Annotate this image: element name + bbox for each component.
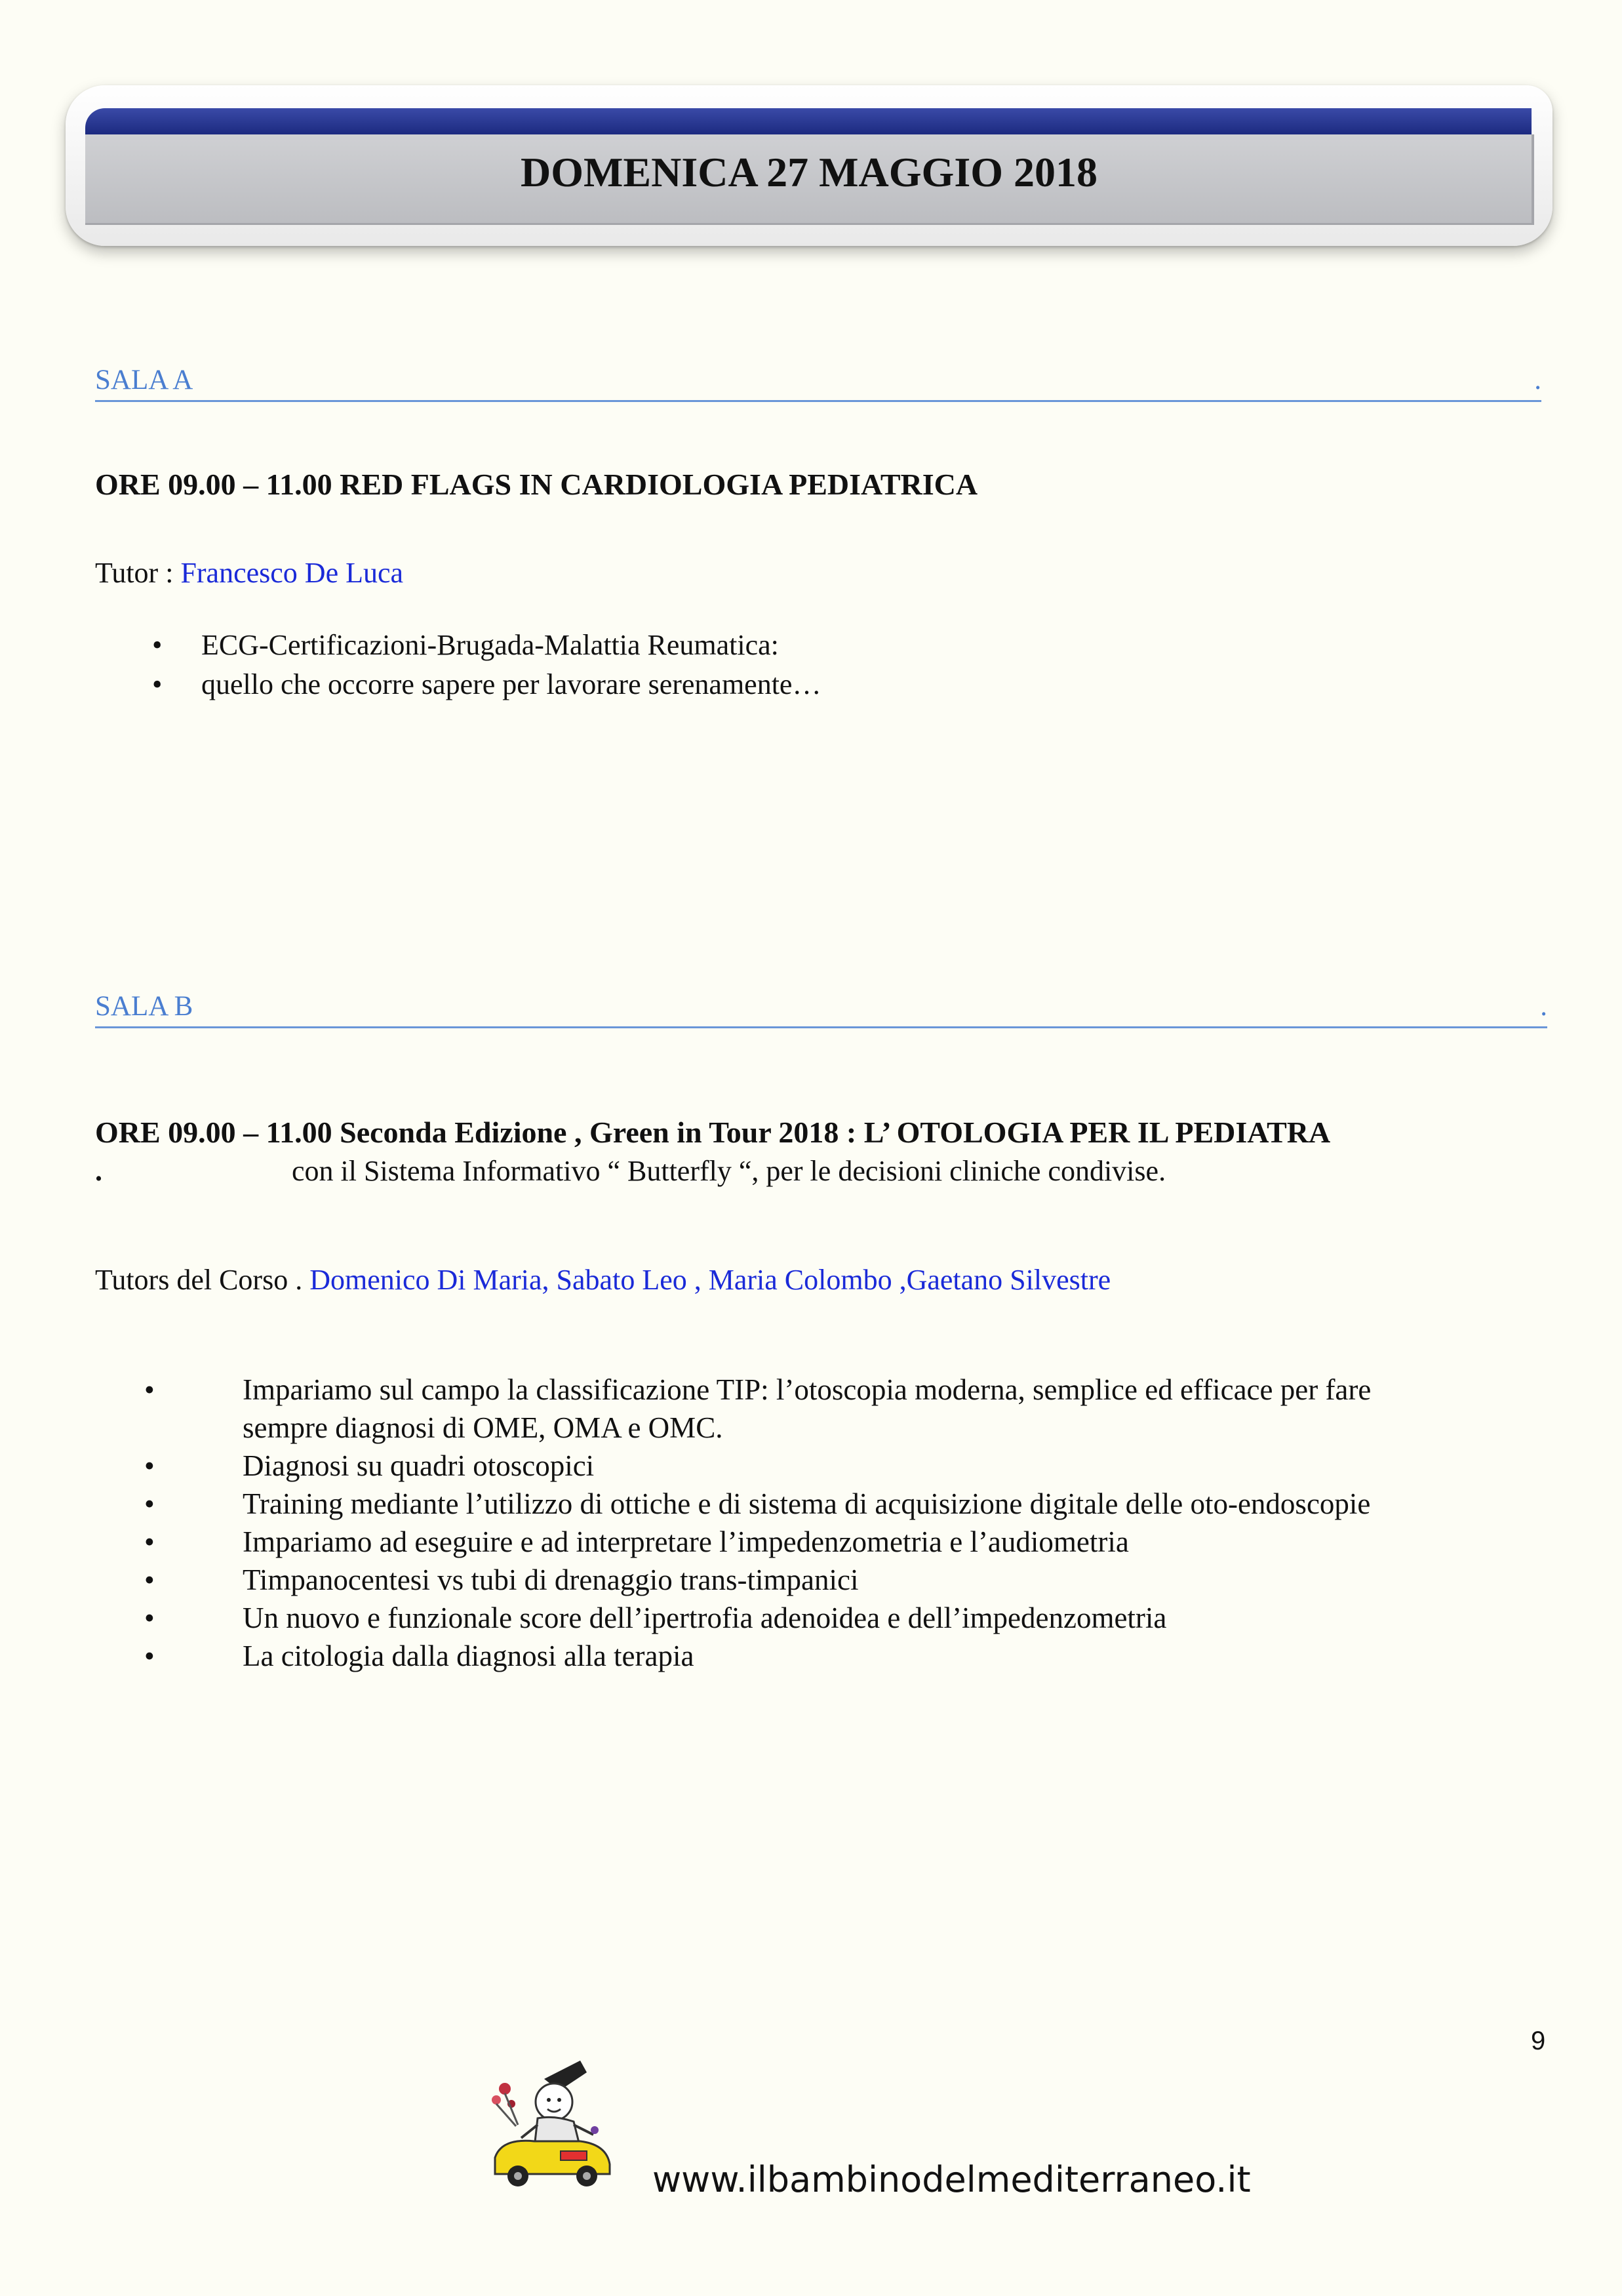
sala-a-bullet-text: ECG-Certificazioni-Brugada-Malattia Reumatica: xyxy=(201,629,779,661)
tutor-label: Tutor : xyxy=(95,557,181,589)
bullet-icon: • xyxy=(144,1601,155,1634)
sala-a-bullet xyxy=(152,628,779,662)
list-item xyxy=(144,1485,1371,1523)
sala-b-label xyxy=(95,990,1547,1028)
bullet-icon: • xyxy=(144,1373,155,1406)
list-item xyxy=(144,1637,1371,1675)
list-item-text: Impariamo sul campo la classificazione TIP: l’otoscopia moderna, semplice ed efficace per fare xyxy=(243,1373,1372,1406)
bullet-icon: • xyxy=(144,1449,155,1482)
list-item xyxy=(144,1561,1371,1599)
list-item-text: Timpanocentesi vs tubi di drenaggio trans-timpanici xyxy=(243,1563,859,1596)
list-item xyxy=(144,1523,1371,1561)
sala-b-tutors xyxy=(95,1263,1111,1297)
list-item xyxy=(144,1371,1371,1409)
sala-a-text: SALA A xyxy=(95,365,193,395)
list-item-text: Diagnosi su quadri otoscopici xyxy=(243,1449,595,1482)
list-item xyxy=(144,1447,1371,1485)
child-on-yellow-car-logo-icon xyxy=(482,2053,620,2190)
sala-b-bullet-list xyxy=(144,1371,1371,1675)
bullet-icon: • xyxy=(144,1640,155,1672)
list-item-continuation xyxy=(144,1409,1371,1447)
tutors-label: Tutors del Corso . xyxy=(95,1264,310,1296)
tutor-name: Francesco De Luca xyxy=(180,557,404,589)
tutors-names: Domenico Di Maria, Sabato Leo , Maria Colombo ,Gaetano Silvestre xyxy=(309,1264,1111,1296)
list-item xyxy=(144,1599,1371,1637)
sala-b-subline: con il Sistema Informativo “ Butterfly “, per le decisioni cliniche condivise. xyxy=(292,1155,1166,1187)
header-banner xyxy=(66,85,1553,246)
bullet-icon: • xyxy=(144,1487,155,1520)
sala-a-dot: . xyxy=(1534,365,1541,395)
bullet-icon: • xyxy=(144,1563,155,1596)
page-title: DOMENICA 27 MAGGIO 2018 xyxy=(521,149,1098,195)
sala-a-bullet-text: quello che occorre sapere per lavorare serenamente… xyxy=(201,668,821,700)
sala-a-heading: ORE 09.00 – 11.00 RED FLAGS IN CARDIOLOGIA PEDIATRICA xyxy=(95,468,978,501)
sala-a-label xyxy=(95,364,1541,402)
list-item-text: Training mediante l’utilizzo di ottiche e di sistema di acquisizione digitale delle oto-endoscopie xyxy=(243,1487,1371,1520)
page-number: 9 xyxy=(1531,2026,1546,2055)
sala-a-bullet xyxy=(152,668,821,701)
list-item-text: Un nuovo e funzionale score dell’ipertrofia adenoidea e dell’impedenzometria xyxy=(243,1601,1167,1634)
sala-b-subline-dot: . xyxy=(95,1155,102,1187)
list-item-text: Impariamo ad eseguire e ad interpretare l’impedenzometria e l’audiometria xyxy=(243,1525,1129,1558)
bullet-icon: • xyxy=(144,1525,155,1558)
sala-a-tutor xyxy=(95,556,403,590)
sala-b-text: SALA B xyxy=(95,991,193,1022)
website-url: www.ilbambinodelmediterraneo.it xyxy=(652,2159,1251,2200)
banner-blue-stripe xyxy=(85,108,1532,134)
sala-b-heading: ORE 09.00 – 11.00 Seconda Edizione , Green in Tour 2018 : L’ OTOLOGIA PER IL PEDIATRA xyxy=(95,1116,1331,1149)
sala-b-dot: . xyxy=(1540,991,1547,1022)
bullet-icon: • xyxy=(152,668,163,700)
list-item-text: sempre diagnosi di OME, OMA e OMC. xyxy=(243,1411,723,1444)
list-item-text: La citologia dalla diagnosi alla terapia xyxy=(243,1640,694,1672)
bullet-icon: • xyxy=(152,629,163,661)
